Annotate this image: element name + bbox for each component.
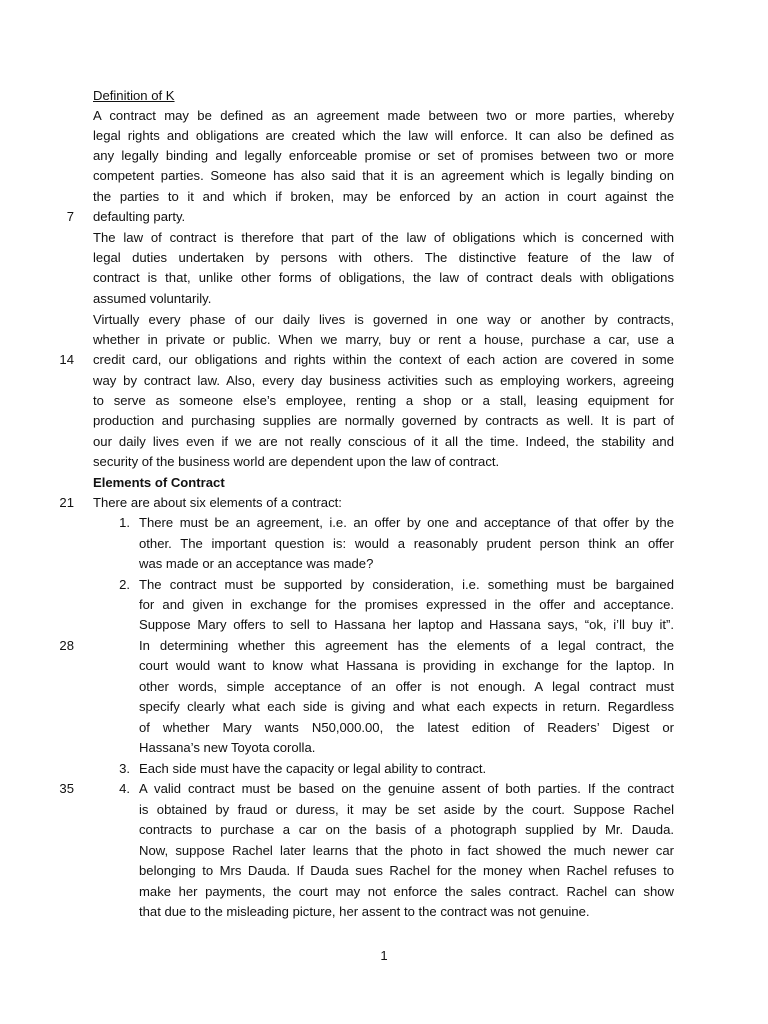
list-item-line: that due to the misleading picture, her assent to the contract was not genuine. [139, 904, 590, 919]
list-item-line: was made or an acceptance was made? [139, 556, 374, 571]
paragraph-1-line: defaulting party. [93, 209, 186, 224]
list-item-line: belonging to Mrs Dauda. If Dauda sues Rachel for the money when Rachel refuses to [139, 863, 674, 878]
line-number: 21 [59, 495, 74, 510]
paragraph-1-line: any legally binding and legally enforceable promise or set of promises between two or more [93, 148, 674, 163]
list-item-line: The contract must be supported by consideration, i.e. something must be bargained [139, 577, 674, 592]
paragraph-3-line: our daily lives even if we are not really conscious of it all the time. Indeed, the stability and [93, 434, 674, 449]
list-item-line: contracts to purchase a car on the basis of a photograph supplied by Mr. Dauda. [139, 822, 674, 837]
paragraph-3-line: whether in private or public. When we marry, buy or rent a house, purchase a car, use a [93, 332, 674, 347]
list-item-line: Suppose Mary offers to sell to Hassana her laptop and Hassana says, “ok, i’ll buy it”. [139, 617, 674, 632]
page-number: 1 [380, 948, 388, 963]
list-item-line: for and given in exchange for the promises expressed in the offer and acceptance. [139, 597, 674, 612]
list-item-line: of whether Mary wants N50,000.00, the latest edition of Readers’ Digest or [139, 720, 674, 735]
paragraph-1-line: legal rights and obligations are created which the law will enforce. It can also be defined as [93, 128, 674, 143]
paragraph-3-line: way by contract law. Also, every day business activities such as employing workers, agreeing [93, 373, 674, 388]
list-item-line: other words, simple acceptance of an offer is not enough. A legal contract must [139, 679, 674, 694]
paragraph-1-line: A contract may be defined as an agreement made between two or more parties, whereby [93, 108, 674, 123]
list-item-line: court would want to know what Hassana is providing in exchange for the laptop. In [139, 658, 674, 673]
line-number: 28 [59, 638, 74, 653]
list-item-line: A valid contract must be based on the genuine assent of both parties. If the contract [139, 781, 674, 796]
list-item-line: is obtained by fraud or duress, it may be set aside by the court. Suppose Rachel [139, 802, 674, 817]
paragraph-2-line: The law of contract is therefore that part of the law of obligations which is concerned with [93, 230, 674, 245]
list-item-line: Each side must have the capacity or legal ability to contract. [139, 761, 487, 776]
list-item-line: make her payments, the court may not enforce the sales contract. Rachel can show [139, 884, 674, 899]
paragraph-3-line: credit card, our obligations and rights within the context of each action are covered in some [93, 352, 674, 367]
paragraph-2-line: assumed voluntarily. [93, 291, 212, 306]
paragraph-3-line: Virtually every phase of our daily lives is governed in one way or another by contracts, [93, 312, 674, 327]
list-item-line: other. The important question is: would a reasonably prudent person think an offer [139, 536, 674, 551]
list-marker: 4. [119, 781, 130, 796]
elements-intro: There are about six elements of a contract: [93, 495, 342, 510]
paragraph-2-line: contract is that, unlike other forms of obligations, the law of contract deals with obligations [93, 270, 674, 285]
paragraph-1-line: competent parties. Someone has also said that it is an agreement which is legally binding on [93, 168, 674, 183]
line-number: 35 [59, 781, 74, 796]
line-number: 7 [66, 209, 74, 224]
list-item-line: Now, suppose Rachel later learns that the photo in fact showed the much newer car [139, 843, 674, 858]
list-marker: 3. [119, 761, 130, 776]
paragraph-3-line: production and purchasing supplies are normally governed by contracts as well. It is part of [93, 413, 674, 428]
elements-heading: Elements of Contract [93, 475, 225, 490]
list-item-line: There must be an agreement, i.e. an offer by one and acceptance of that offer by the [139, 515, 674, 530]
list-marker: 2. [119, 577, 130, 592]
list-item-line: In determining whether this agreement has the elements of a legal contract, the [139, 638, 674, 653]
paragraph-3-line: security of the business world are dependent upon the law of contract. [93, 454, 500, 469]
paragraph-2-line: legal duties undertaken by persons with others. The distinctive feature of the law of [93, 250, 674, 265]
list-item-line: Hassana’s new Toyota corolla. [139, 740, 316, 755]
line-number: 14 [59, 352, 74, 367]
list-item-line: specify clearly what each side is giving and what each expects in return. Regardless [139, 699, 674, 714]
definition-heading: Definition of K [93, 88, 175, 103]
paragraph-3-line: to serve as someone else’s employee, renting a shop or a stall, leasing equipment for [93, 393, 674, 408]
paragraph-1-line: the parties to it and which if broken, may be enforced by an action in court against the [93, 189, 674, 204]
list-marker: 1. [119, 515, 130, 530]
